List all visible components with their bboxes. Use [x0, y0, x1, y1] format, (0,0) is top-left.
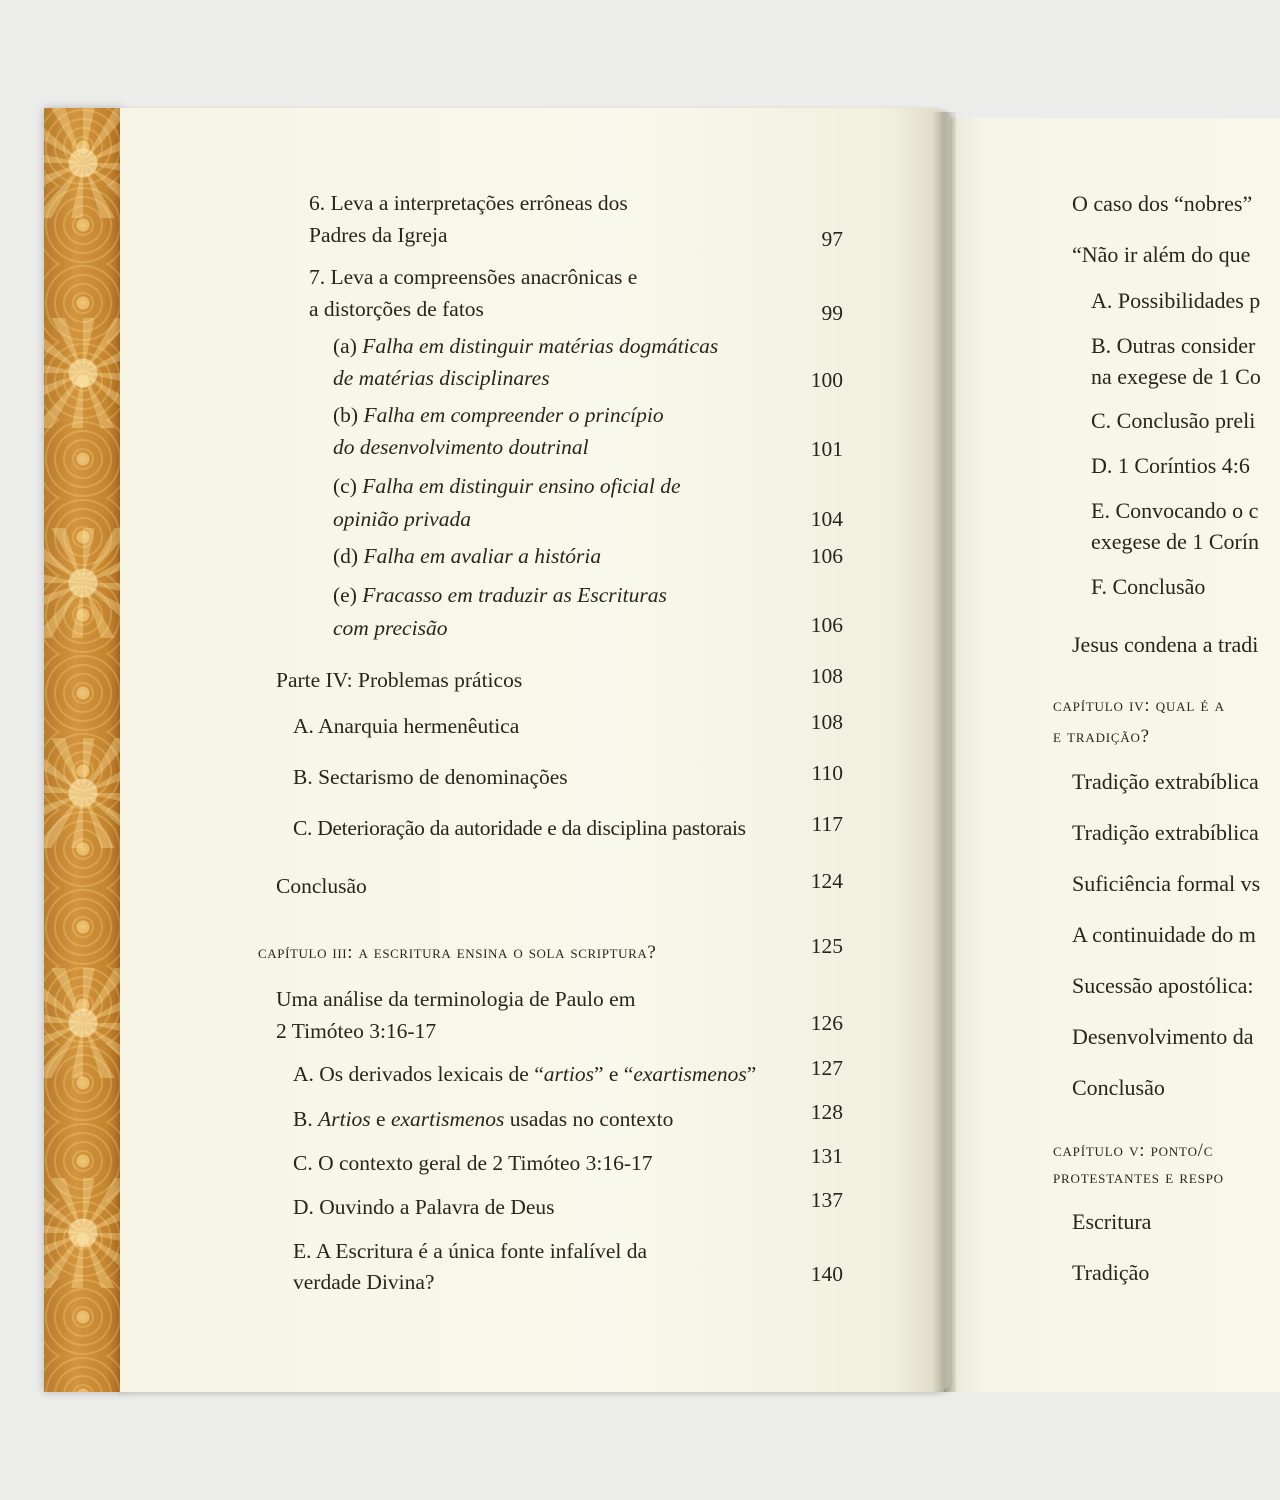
toc-entry-title: verdade Divina?: [293, 1270, 435, 1294]
toc-entry-title: com precisão: [333, 616, 448, 640]
toc-entry-title: C. Conclusão preli: [1091, 408, 1256, 433]
toc-entry-title: 2 Timóteo 3:16-17: [276, 1019, 437, 1043]
toc-page-number: 126: [810, 1011, 843, 1035]
toc-page-number: 128: [810, 1100, 843, 1124]
toc-entry-title: E. Convocando o c: [1091, 498, 1259, 523]
toc-page-number: 124: [810, 869, 843, 893]
toc-page-number: 140: [810, 1262, 843, 1286]
toc-part-title: Parte IV: Problemas práticos: [276, 668, 523, 692]
toc-entry-title: A. Os derivados lexicais de “artios” e “exartismenos”: [293, 1062, 757, 1086]
toc-entry-title: D. 1 Coríntios 4:6: [1091, 453, 1250, 478]
toc-entry-title: 7. Leva a compreensões anacrônicas e: [309, 265, 638, 289]
toc-entry-title: Jesus condena a tradi: [1072, 632, 1259, 657]
toc-entry-title: de matérias disciplinares: [333, 366, 550, 390]
toc-entry-title: Suficiência formal vs: [1072, 871, 1261, 896]
toc-page-number: 108: [810, 710, 843, 734]
toc-page-number: 137: [810, 1188, 843, 1212]
toc-page-number: 131: [810, 1144, 843, 1168]
toc-entry-title: Desenvolvimento da: [1072, 1024, 1254, 1049]
toc-entry-title: Conclusão: [1072, 1075, 1165, 1100]
cover-ornament: [44, 108, 122, 218]
toc-entry-title: exegese de 1 Corín: [1091, 529, 1259, 554]
toc-entry-title: A. Anarquia hermenêutica: [293, 714, 520, 738]
toc-entry-title: Uma análise da terminologia de Paulo em: [276, 987, 636, 1011]
toc-entry-title: Tradição: [1072, 1260, 1150, 1285]
cover-ornament: [44, 1178, 122, 1288]
toc-chapter-title: protestantes e respo: [1053, 1168, 1224, 1188]
cover-ornament: [44, 968, 122, 1078]
toc-entry-title: na exegese de 1 Co: [1091, 364, 1261, 389]
toc-entry-title: a distorções de fatos: [309, 297, 484, 321]
toc-entry-title: (e) Fracasso em traduzir as Escrituras: [333, 583, 667, 607]
toc-page-number: 108: [810, 664, 843, 688]
toc-entry-title: opinião privada: [333, 507, 471, 531]
toc-entry-title: A continuidade do m: [1072, 922, 1256, 947]
cover-ornament: [44, 738, 122, 848]
toc-entry-title: B. Sectarismo de denominações: [293, 765, 568, 789]
toc-page-number: 97: [821, 227, 843, 251]
cover-ornament: [44, 318, 122, 428]
toc-entry-title: “Não ir além do que: [1072, 242, 1251, 267]
toc-right: [944, 118, 1280, 1392]
toc-entry-title: Padres da Igreja: [309, 223, 448, 247]
toc-entry-title: Conclusão: [276, 874, 367, 898]
toc-entry-title: B. Outras consider: [1091, 333, 1256, 358]
toc-chapter-title: capítulo iv: qual é a: [1053, 696, 1225, 716]
toc-entry-title: Tradição extrabíblica: [1072, 769, 1259, 794]
toc-chapter-title: e tradição?: [1053, 727, 1150, 747]
toc-entry-title: (c) Falha em distinguir ensino oficial de: [333, 474, 681, 498]
toc-page-number: 106: [810, 613, 843, 637]
toc-entry-title: E. A Escritura é a única fonte infalível da: [293, 1239, 648, 1263]
toc-entry-title: 6. Leva a interpretações errôneas dos: [309, 191, 628, 215]
toc-entry-title: O caso dos “nobres”: [1072, 191, 1253, 216]
toc-page-number: 104: [810, 507, 843, 531]
toc-entry-title: B. Artios e exartismenos usadas no contexto: [293, 1107, 674, 1131]
toc-entry-title: D. Ouvindo a Palavra de Deus: [293, 1195, 555, 1219]
toc-page-number: 100: [810, 368, 843, 392]
toc-page-number: 117: [811, 812, 843, 836]
toc-entry-title: Escritura: [1072, 1209, 1152, 1234]
toc-page-number: 101: [810, 437, 843, 461]
toc-entry-title: F. Conclusão: [1091, 574, 1206, 599]
toc-page-number: 99: [821, 301, 843, 325]
toc-entry-title: (a) Falha em distinguir matérias dogmáticas: [333, 334, 719, 358]
toc-entry-title: (b) Falha em compreender o princípio: [333, 403, 664, 427]
toc-entry-title: do desenvolvimento doutrinal: [333, 435, 589, 459]
toc-entry-title: Sucessão apostólica:: [1072, 973, 1254, 998]
toc-entry-title: Tradição extrabíblica: [1072, 820, 1259, 845]
toc-page-number: 127: [810, 1056, 843, 1080]
toc-chapter-title: capítulo iii: a escritura ensina o sola scriptura?: [258, 942, 657, 963]
toc-page-number: 125: [810, 934, 843, 958]
toc-entry-title: (d) Falha em avaliar a história: [333, 544, 602, 568]
toc-page-number: 110: [811, 761, 843, 785]
toc-page-number: 106: [810, 544, 843, 568]
toc-entry-title: A. Possibilidades p: [1091, 288, 1261, 313]
toc-entry-title: C. Deterioração da autoridade e da disciplina pastorais: [293, 816, 746, 840]
cover-ornament: [44, 528, 122, 638]
toc-chapter-title: capítulo v: ponto/c: [1053, 1141, 1214, 1161]
toc-entry-title: C. O contexto geral de 2 Timóteo 3:16-17: [293, 1151, 653, 1175]
